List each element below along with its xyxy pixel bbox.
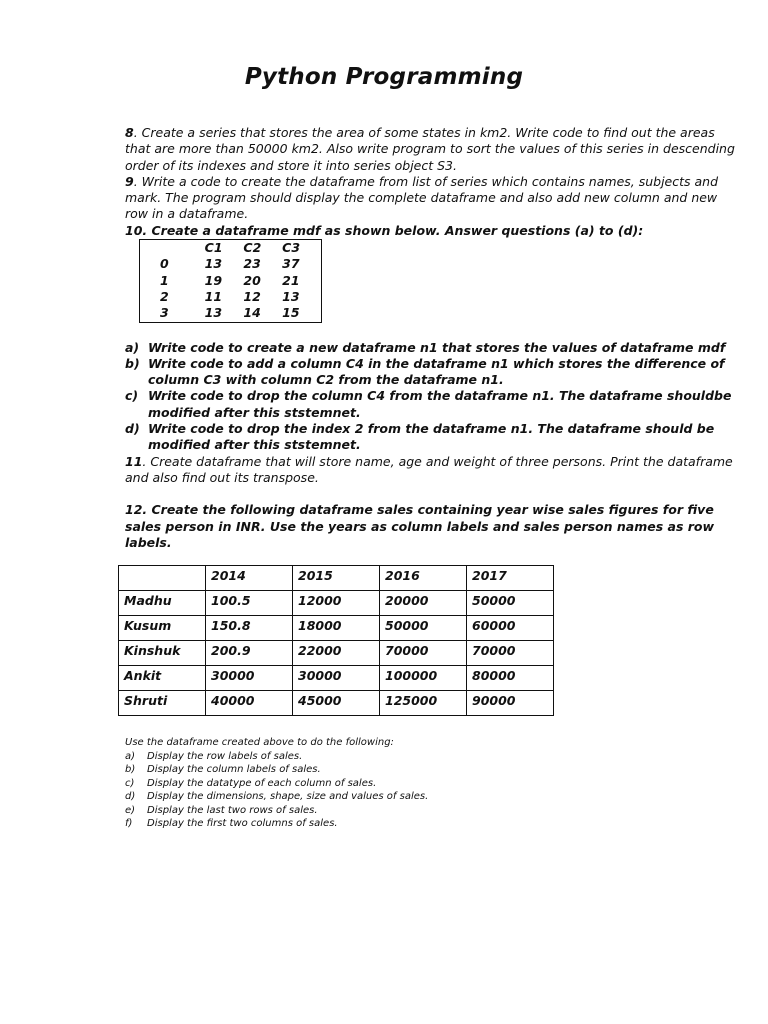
mdf-cell: 37 <box>282 256 300 272</box>
sales-row-label: Kusum <box>119 616 206 641</box>
subquestion-label: d) <box>125 421 140 437</box>
question-10d <box>125 421 740 454</box>
sales-cell: 90000 <box>467 691 554 716</box>
question-9-number: 9 <box>125 173 134 189</box>
mdf-header-row <box>140 240 322 257</box>
question-10a <box>125 340 740 356</box>
instruction-label: b) <box>125 764 136 776</box>
sales-row <box>119 616 554 641</box>
instruction-text: Display the dimensions, shape, size and values of sales. <box>147 791 429 803</box>
mdf-index: 1 <box>160 272 169 288</box>
sales-row <box>119 691 554 716</box>
subquestion-label: c) <box>125 388 139 404</box>
instruction-label: d) <box>125 791 136 803</box>
sales-instructions <box>125 736 740 831</box>
sales-cell: 80000 <box>467 666 554 691</box>
mdf-cell: 15 <box>282 305 300 321</box>
question-10-heading: 10. Create a dataframe mdf as shown below. Answer questions (a) to (d): <box>125 222 644 238</box>
sales-cell: 60000 <box>467 616 554 641</box>
sales-cell: 12000 <box>293 591 380 616</box>
sales-cell: 50000 <box>467 591 554 616</box>
subquestion-text: Write code to drop the column C4 from the dataframe n1. The dataframe shouldbe modified after this ststemnet. <box>148 388 732 420</box>
mdf-index: 3 <box>160 305 169 321</box>
question-12-heading: 12. Create the following dataframe sales containing year wise sales figures for five sales person in INR. Use the years as column labels and sales person names as row labels. <box>125 502 715 550</box>
mdf-cell: 23 <box>243 256 261 272</box>
mdf-cell: 14 <box>243 305 261 321</box>
sales-cell: 125000 <box>380 691 467 716</box>
instruction-label: c) <box>125 777 135 789</box>
instruction-item <box>125 777 740 791</box>
sales-row <box>119 641 554 666</box>
question-8-number: 8 <box>125 125 134 140</box>
sales-table <box>118 565 554 716</box>
instruction-text: Display the row labels of sales. <box>147 750 303 762</box>
instruction-item <box>125 750 740 764</box>
instruction-text: Display the datatype of each column of sales. <box>147 777 377 789</box>
instruction-text: Display the column labels of sales. <box>147 764 321 776</box>
sales-cell: 45000 <box>293 691 380 716</box>
subquestion-label: b) <box>125 355 140 371</box>
mdf-row <box>140 273 322 289</box>
instruction-text: Display the last two rows of sales. <box>147 804 318 816</box>
sales-column-header: 2014 <box>206 566 293 591</box>
sales-cell: 50000 <box>380 616 467 641</box>
mdf-cell: 12 <box>243 288 261 304</box>
sales-row <box>119 591 554 616</box>
question-11 <box>125 454 740 487</box>
sales-row-label: Ankit <box>119 666 206 691</box>
mdf-cell: 21 <box>282 272 300 288</box>
mdf-column-header: C2 <box>243 240 262 256</box>
mdf-cell: 20 <box>243 272 261 288</box>
mdf-cell: 13 <box>282 288 300 304</box>
mdf-cell: 11 <box>204 288 223 304</box>
sales-row-label: Madhu <box>119 591 206 616</box>
subquestion-text: Write code to create a new dataframe n1 that stores the values of dataframe mdf <box>148 339 726 355</box>
question-10c <box>125 388 740 421</box>
mdf-row <box>140 289 322 305</box>
sales-column-header: 2017 <box>467 566 554 591</box>
instructions-intro: Use the dataframe created above to do the following: <box>125 737 394 749</box>
sales-cell: 70000 <box>380 641 467 666</box>
mdf-index: 0 <box>160 256 169 272</box>
sales-cell: 20000 <box>380 591 467 616</box>
subquestion-text: Write code to drop the index 2 from the dataframe n1. The dataframe should be modified after this ststemnet. <box>148 421 715 453</box>
question-11-number: 11 <box>125 453 143 469</box>
sales-cell: 30000 <box>206 666 293 691</box>
question-9-text: . Write a code to create the dataframe from list of series which contains names, subjects and mark. The program should display the complete dataframe and also add new column and new row in a dataframe. <box>125 173 719 222</box>
instruction-label: f) <box>125 818 133 830</box>
instruction-item <box>125 790 740 804</box>
sales-cell: 100.5 <box>206 591 293 616</box>
document-body <box>125 125 740 831</box>
sales-cell: 70000 <box>467 641 554 666</box>
question-8-text: . Create a series that stores the area of some states in km2. Write code to find out the areas that are more than 50000 km2. Also write program to sort the values of this series in descending order of its indexes and store it into series object S3. <box>125 125 735 173</box>
sales-cell: 22000 <box>293 641 380 666</box>
sales-row-label: Shruti <box>119 691 206 716</box>
sales-cell: 30000 <box>293 666 380 691</box>
question-8 <box>125 125 740 174</box>
mdf-cell: 13 <box>204 256 223 272</box>
mdf-cell: 13 <box>204 305 223 321</box>
instruction-label: e) <box>125 804 136 816</box>
mdf-table <box>139 239 322 322</box>
sales-cell: 18000 <box>293 616 380 641</box>
sales-cell: 150.8 <box>206 616 293 641</box>
instruction-item <box>125 817 740 831</box>
subquestion-label: a) <box>125 339 140 355</box>
sales-row-label: Kinshuk <box>119 641 206 666</box>
page-title: Python Programming <box>244 64 524 90</box>
sales-cell: 40000 <box>206 691 293 716</box>
sales-cell: 100000 <box>380 666 467 691</box>
question-10b <box>125 356 740 389</box>
instruction-text: Display the first two columns of sales. <box>147 818 338 830</box>
sales-column-header: 2016 <box>380 566 467 591</box>
instruction-item <box>125 763 740 777</box>
question-11-text: . Create dataframe that will store name, age and weight of three persons. Print the dataframe and also find out its transpose. <box>125 453 733 485</box>
mdf-row <box>140 256 322 272</box>
mdf-row <box>140 305 322 322</box>
instruction-label: a) <box>125 750 136 762</box>
sales-header-row <box>119 566 554 591</box>
mdf-cell: 19 <box>204 272 223 288</box>
mdf-column-header: C3 <box>282 240 301 256</box>
sales-row <box>119 666 554 691</box>
instruction-item <box>125 804 740 818</box>
sales-cell: 200.9 <box>206 641 293 666</box>
mdf-column-header: C1 <box>204 240 223 256</box>
question-9 <box>125 174 740 223</box>
mdf-index: 2 <box>160 288 169 304</box>
sales-column-header: 2015 <box>293 566 380 591</box>
subquestion-text: Write code to add a column C4 in the dataframe n1 which stores the difference of column C3 with column C2 from the dataframe n1. <box>148 355 725 388</box>
